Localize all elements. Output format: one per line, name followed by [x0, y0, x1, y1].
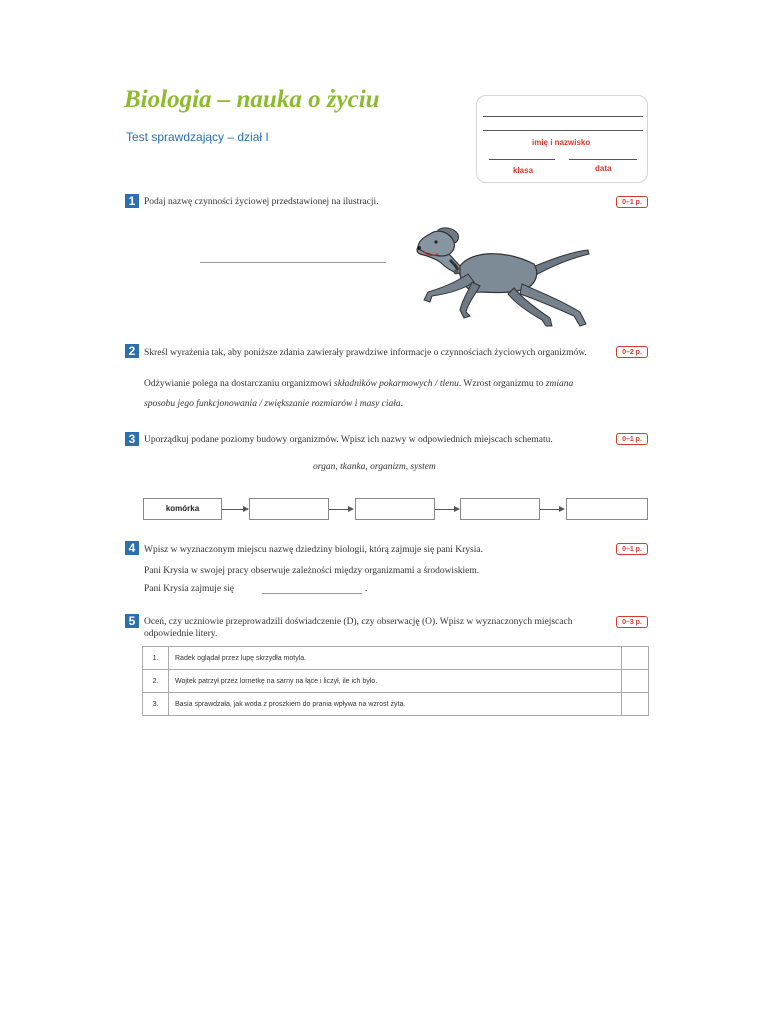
- name-line-1[interactable]: [483, 116, 643, 117]
- q2-choice-1[interactable]: składników pokarmowych / tlenu: [334, 379, 459, 389]
- date-line[interactable]: [569, 159, 637, 160]
- question-2-sentence-2: [144, 398, 403, 410]
- row-number: 2.: [143, 670, 169, 693]
- chain-box-4[interactable]: [460, 498, 540, 520]
- row-text: Basia sprawdzała, jak woda z proszkiem do prania wpływa na wzrost żyta.: [169, 693, 622, 716]
- question-4-text: Wpisz w wyznaczonym miejscu nazwę dziedziny biologii, którą zajmuje się pani Krysia.: [144, 545, 483, 555]
- row-number: 1.: [143, 647, 169, 670]
- row-text: Wojtek patrzył przez lornetkę na sarny na łące i liczył, ile ich było.: [169, 670, 622, 693]
- chain-arrow-1: [222, 509, 244, 510]
- class-label: klasa: [513, 166, 534, 175]
- question-5-number: 5: [125, 614, 139, 628]
- chain-arrowhead-2: [348, 506, 354, 512]
- row-answer-cell[interactable]: [622, 693, 649, 716]
- chain-box-2[interactable]: [249, 498, 329, 520]
- question-4-line-1: Pani Krysia w swojej pracy obserwuje zależności między organizmami a środowiskiem.: [144, 566, 480, 576]
- chain-arrow-4: [540, 509, 560, 510]
- question-4-points: 0–1 p.: [616, 543, 648, 555]
- class-line[interactable]: [489, 159, 555, 160]
- question-4-answer-line[interactable]: [262, 593, 362, 594]
- question-3-points: 0–1 p.: [616, 433, 648, 445]
- question-4-line-2: Pani Krysia zajmuje się: [144, 584, 234, 594]
- question-2-sentence-1: [144, 378, 573, 390]
- chain-arrow-3: [435, 509, 455, 510]
- chain-box-komorka: komórka: [143, 498, 222, 520]
- q2-line2-end: .: [400, 399, 404, 409]
- page-subtitle: Test sprawdzający – dział I: [126, 130, 269, 144]
- q2-line1-c: . Wzrost organizmu to: [458, 379, 546, 389]
- table-row: [143, 670, 649, 693]
- question-1-number: 1: [125, 194, 139, 208]
- q2-choice-2-start[interactable]: zmiana: [545, 379, 574, 389]
- name-line-2[interactable]: [483, 130, 643, 131]
- student-info-box: [476, 95, 648, 183]
- page-title: Biologia – nauka o życiu: [124, 86, 380, 113]
- q2-line1-a: Odżywianie polega na dostarczaniu organizmowi: [144, 379, 335, 389]
- question-2-number: 2: [125, 344, 139, 358]
- chain-arrow-2: [329, 509, 349, 510]
- table-row: [143, 693, 649, 716]
- chain-box-5[interactable]: [566, 498, 648, 520]
- question-2-points: 0–2 p.: [616, 346, 648, 358]
- row-answer-cell[interactable]: [622, 647, 649, 670]
- question-4-line-2-end: .: [365, 584, 368, 594]
- row-answer-cell[interactable]: [622, 670, 649, 693]
- question-1-points: 0–1 p.: [616, 196, 648, 208]
- question-5-points: 0–3 p.: [616, 616, 648, 628]
- question-2-text: Skreśl wyrażenia tak, aby poniższe zdania zawierały prawdziwe informacje o czynnościach życiowych organizmów.: [144, 348, 587, 358]
- question-3-text: Uporządkuj podane poziomy budowy organizmów. Wpisz ich nazwy w odpowiednich miejscach schematu.: [144, 435, 553, 445]
- chain-arrowhead-4: [559, 506, 565, 512]
- question-4-number: 4: [125, 541, 139, 555]
- question-3-options: organ, tkanka, organizm, system: [313, 462, 436, 472]
- question-3-number: 3: [125, 432, 139, 446]
- row-number: 3.: [143, 693, 169, 716]
- q2-choice-2[interactable]: sposobu jego funkcjonowania / zwiększanie rozmiarów i masy ciała: [144, 399, 401, 409]
- question-1-answer-line[interactable]: [200, 262, 386, 263]
- name-label: imię i nazwisko: [532, 138, 591, 147]
- question-5-text: Oceń, czy uczniowie przeprowadzili doświadczenie (D), czy obserwację (O). Wpisz w wyznaczonych miejscach odpowiednie litery.: [144, 617, 573, 639]
- date-label: data: [595, 164, 612, 173]
- row-text: Radek oglądał przez lupę skrzydła motyla.: [169, 647, 622, 670]
- running-dog-illustration: [410, 220, 596, 332]
- chain-box-3[interactable]: [355, 498, 435, 520]
- question-5-table: [142, 646, 649, 716]
- table-row: [143, 647, 649, 670]
- question-1-text: Podaj nazwę czynności życiowej przedstawionej na ilustracji.: [144, 197, 379, 207]
